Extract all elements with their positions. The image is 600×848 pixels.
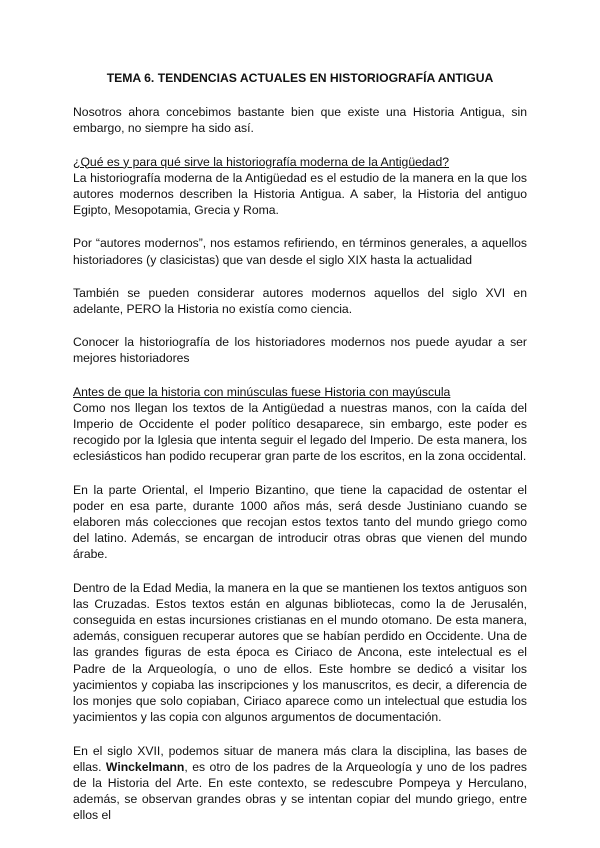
bold-name-winckelmann: Winckelmann <box>105 759 185 774</box>
text-run: , es otro de los padres de la Arqueología y uno de los padres de la Historia del Arte. En este contexto, se redescubre Pompeya y Herculano, además, se observan grandes obras y se intentan copiar del mundo griego, entre ellos el <box>73 759 527 823</box>
section-heading-antes-historia: Antes de que la historia con minúsculas fuese Historia con mayúscula <box>73 384 451 399</box>
paragraph: También se pueden considerar autores modernos aquellos del siglo XVI en adelante, PERO la Historia no existía como ciencia. <box>73 285 527 317</box>
paragraph: Dentro de la Edad Media, la manera en la que se mantienen los textos antiguos son las Cruzadas. Estos textos están en algunas bibliotecas, como la de Jerusalén, conseguida en estas incursiones cristianas en el mundo otomano. De esta manera, además, consiguen recuperar autores que se habían perdido en Occidente. Una de las grandes figuras de esta época es Ciriaco de Ancona, este intelectual es el Padre de la Arqueología, o uno de ellos. Este hombre se dedicó a visitar los yacimientos y copiaba las inscripciones y los manuscritos, es decir, a diferencia de los monjes que solo copiaban, Ciriaco aparece como un intelectual que estudia los yacimientos y las copia con algunos argumentos de documentación. <box>73 580 527 725</box>
paragraph: La historiografía moderna de la Antigüedad es el estudio de la manera en la que los autores modernos describen la Historia Antigua. A saber, la Historia del antiguo Egipto, Mesopotamia, Grecia y Roma. <box>73 170 527 218</box>
paragraph: Por “autores modernos”, nos estamos refiriendo, en términos generales, a aquellos historiadores (y clasicistas) que van desde el siglo XIX hasta la actualidad <box>73 236 527 267</box>
paragraph: Conocer la historiografía de los historiadores modernos nos puede ayudar a ser mejores historiadores <box>73 335 527 366</box>
text-run: En el siglo XVII, podemos situar de manera más clara la disciplina, las bases de ellas. <box>73 743 527 774</box>
document-title: TEMA 6. TENDENCIAS ACTUALES EN HISTORIOGRAFÍA ANTIGUA <box>106 71 494 85</box>
paragraph-winckelmann <box>73 743 527 824</box>
intro-paragraph: Nosotros ahora concebimos bastante bien que existe una Historia Antigua, sin embargo, no siempre ha sido así. <box>73 105 527 136</box>
paragraph: En la parte Oriental, el Imperio Bizantino, que tiene la capacidad de ostentar el poder en esa parte, durante 1000 años más, será desde Justiniano cuando se elaboren más colecciones que recojan estos textos tanto del mundo griego como del latino. Además, se encargan de introducir otras obras que vienen del mundo árabe. <box>73 482 527 562</box>
section-heading-historiografia: ¿Qué es y para qué sirve la historiografía moderna de la Antigüedad? <box>73 154 450 169</box>
paragraph: Como nos llegan los textos de la Antigüedad a nuestras manos, con la caída del Imperio de Occidente el poder político desaparece, sin embargo, este poder es recogido por la Iglesia que intenta seguir el legado del Imperio. De esta manera, los eclesiásticos han podido recuperar gran parte de los escritos, en la zona occidental. <box>73 400 527 464</box>
